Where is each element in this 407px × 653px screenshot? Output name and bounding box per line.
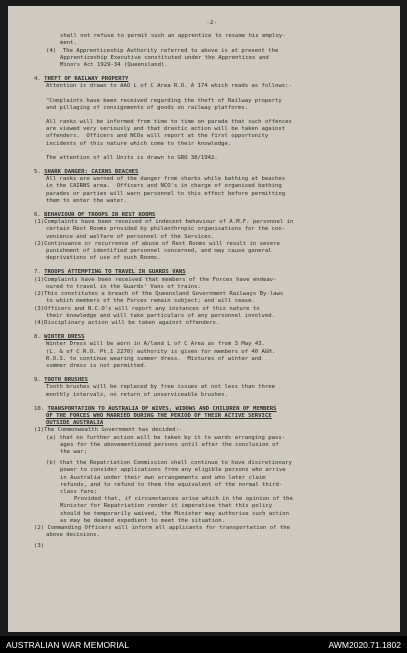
- text-line: in the CAIRNS area. Officers and NCO's in charge of organised bathing: [46, 183, 282, 190]
- text-line: [34, 76, 390, 83]
- text-line: certain Rest Rooms provided by philanthropic organisations for the con-: [46, 226, 286, 233]
- footer-bar: [0, 636, 407, 653]
- text-line: [34, 413, 390, 420]
- text-line: (a) that no further action will be taken by it to wards arranging pass-: [46, 434, 286, 441]
- text-line: summer dress is not permitted.: [46, 362, 148, 369]
- section-heading: BEHAVIOUR OF TROOPS IN REST ROOMS: [44, 212, 156, 219]
- text-line: incidents of this nature which come to their knowledge.: [46, 140, 232, 147]
- text-line: venience and welfare of personnel of the Services.: [46, 233, 215, 240]
- text-line: Attention is drawn to AAO L of C Area R.O. A 174 which reads as follows:-: [46, 83, 292, 90]
- text-line: (2)Continuance or recurrence of abuse of Rest Rooms will result in severe: [34, 240, 280, 247]
- footer-institution: AUSTRALIAN WAR MEMORIAL: [6, 640, 129, 650]
- text-line: [34, 269, 390, 276]
- spacer: [34, 91, 390, 98]
- text-line: All ranks will be informed from time to time on parade that such offences: [46, 119, 292, 126]
- text-line: refunds, and to refund to them the equivalent of the normal third-: [60, 481, 283, 488]
- section-number: 8.: [34, 334, 41, 341]
- text-line: Minister for Repatriation render it imperative that this policy: [60, 503, 273, 510]
- text-line: (1)The Commonwealth Government has decided:-: [34, 427, 183, 434]
- text-line: (1)Complaints have been received that members of the Forces have endeav-: [34, 276, 277, 283]
- text-line: The attention of all Units is drawn to GRO 38/1942.: [46, 154, 218, 161]
- section-heading: TRANSPORTATION TO AUSTRALIA OF WIVES, WIDOWS AND CHILDREN OF MEMBERS: [47, 405, 277, 412]
- section-heading: WINTER DRESS: [44, 334, 85, 341]
- section-heading: TROOPS ATTEMPTING TO TRAVEL IN GUARDS VANS: [44, 269, 186, 276]
- section-heading-continued: OUTSIDE AUSTRALIA: [46, 420, 104, 427]
- text-line: (b) that the Repatriation Commission shall continue to have discretionary: [46, 460, 292, 467]
- text-line: "Complaints have been received regarding the theft of Railway property: [46, 97, 282, 104]
- section-number: 4.: [34, 76, 41, 83]
- text-line: as may be deemed expedient to meet the situation.: [60, 517, 226, 524]
- section-heading-continued: OF THE FORCES WHO MARRIED DURING THE PERIOD OF THEIR ACTIVE SERVICE: [46, 412, 272, 419]
- document-body: [34, 33, 390, 550]
- text-line: [34, 377, 390, 384]
- text-line: All ranks are warned of the danger from sharks while bathing at beaches: [46, 176, 286, 183]
- spacer: [34, 399, 390, 406]
- text-line: [34, 406, 390, 413]
- document-page: [8, 6, 400, 632]
- spacer: [34, 148, 390, 155]
- text-line: Winter Dress will be worn in A/land L of C Area as from 3 May 43.: [46, 341, 265, 348]
- text-line: (3): [34, 543, 45, 550]
- text-line: R.O.S. to continue wearing summer dress. Mixtures of winter and: [46, 355, 262, 362]
- section-heading: THEFT OF RAILWAY PROPERTY: [44, 76, 129, 83]
- text-line: [34, 334, 390, 341]
- text-line: above decisions.: [46, 532, 100, 539]
- text-line: (2) Commanding Officers will inform all applicants for transportation of the: [34, 524, 290, 531]
- text-line: [34, 420, 390, 427]
- section-heading: TOOTH BRUSHES: [44, 377, 88, 384]
- text-line: Apprenticeship Executive constituted under the Apprentices and: [60, 54, 269, 61]
- section-number: 6.: [34, 212, 41, 219]
- text-line: to which members of the Forces remain subject; and will cease.: [46, 298, 255, 305]
- text-line: (3)Officers and N.C.O's will report any instances of this nature to: [34, 305, 260, 312]
- text-line: punishment of identified personnel concerned, and may cause general: [46, 248, 272, 255]
- spacer: [34, 205, 390, 212]
- text-line: in Australia under their own arrangements and who later claim: [60, 474, 266, 481]
- section-number: 7.: [34, 269, 41, 276]
- text-line: Minors Act 1929-34 (Queensland).: [60, 62, 168, 69]
- text-line: (1)Complaints have been received of indecent behaviour of A.M.F. personnel in: [34, 219, 294, 226]
- text-line: class fare;: [60, 488, 98, 495]
- text-line: Provided that, if circumstances arise which in the opinion of the: [74, 496, 293, 503]
- spacer: [34, 262, 390, 269]
- text-line: their knowledge and will take particulars of any personnel involved.: [46, 312, 276, 319]
- section-number: 10.: [34, 405, 45, 412]
- text-line: and pillaging of consignments of goods on railway platforms.: [46, 104, 249, 111]
- text-line: power to consider applications from any eligible persons who arrive: [60, 467, 286, 474]
- text-line: monthly intervals, on return of unserviceable brushes.: [46, 391, 228, 398]
- text-line: [34, 212, 390, 219]
- text-line: [34, 169, 390, 176]
- footer-accession-number: AWM2020.71.1802: [328, 640, 401, 650]
- text-line: parades or parties will warn personnel to this effect before permitting: [46, 190, 286, 197]
- text-line: should be temporarily waived, the Minister may authorise such action: [60, 510, 290, 517]
- spacer: [34, 370, 390, 377]
- text-line: (L. & of C R.O. Pt.1 2270) authority is given for members of 40 AGH.: [46, 348, 276, 355]
- text-line: are viewed very seriously and that drastic action will be taken against: [46, 126, 286, 133]
- text-line: (2)This constitutes a breach of the Queensland Government Railways By-laws: [34, 291, 284, 298]
- text-line: shall not refuse to permit such an apprentice to resume his employ-: [60, 33, 286, 40]
- section-heading: SHARK DANGER: CAIRNS BEACHES: [44, 169, 139, 176]
- text-line: Tooth brushes will be replaced by free issues at not less than three: [46, 384, 276, 391]
- page-number: -2-: [206, 20, 218, 26]
- text-line: offenders. Officers and NCOs will report at the first opportunity: [46, 133, 269, 140]
- text-line: ages for the abovementioned persons until after the conclusion of: [60, 441, 279, 448]
- text-line: deprivations of use of such Rooms.: [46, 255, 161, 262]
- text-line: (4) The Apprenticeship Authority referred to above is at present the: [46, 47, 279, 54]
- text-line: ment.: [60, 40, 77, 47]
- spacer: [34, 69, 390, 76]
- section-number: 5.: [34, 169, 41, 176]
- text-line: the war;: [60, 448, 87, 455]
- spacer: [34, 162, 390, 169]
- text-line: oured to travel in the Guards' Vans of trains.: [46, 283, 201, 290]
- spacer: [34, 112, 390, 119]
- text-line: (4)Disciplinary action will be taken against offenders.: [34, 319, 220, 326]
- spacer: [34, 327, 390, 334]
- text-line: them to enter the water.: [46, 197, 127, 204]
- section-number: 9.: [34, 377, 41, 384]
